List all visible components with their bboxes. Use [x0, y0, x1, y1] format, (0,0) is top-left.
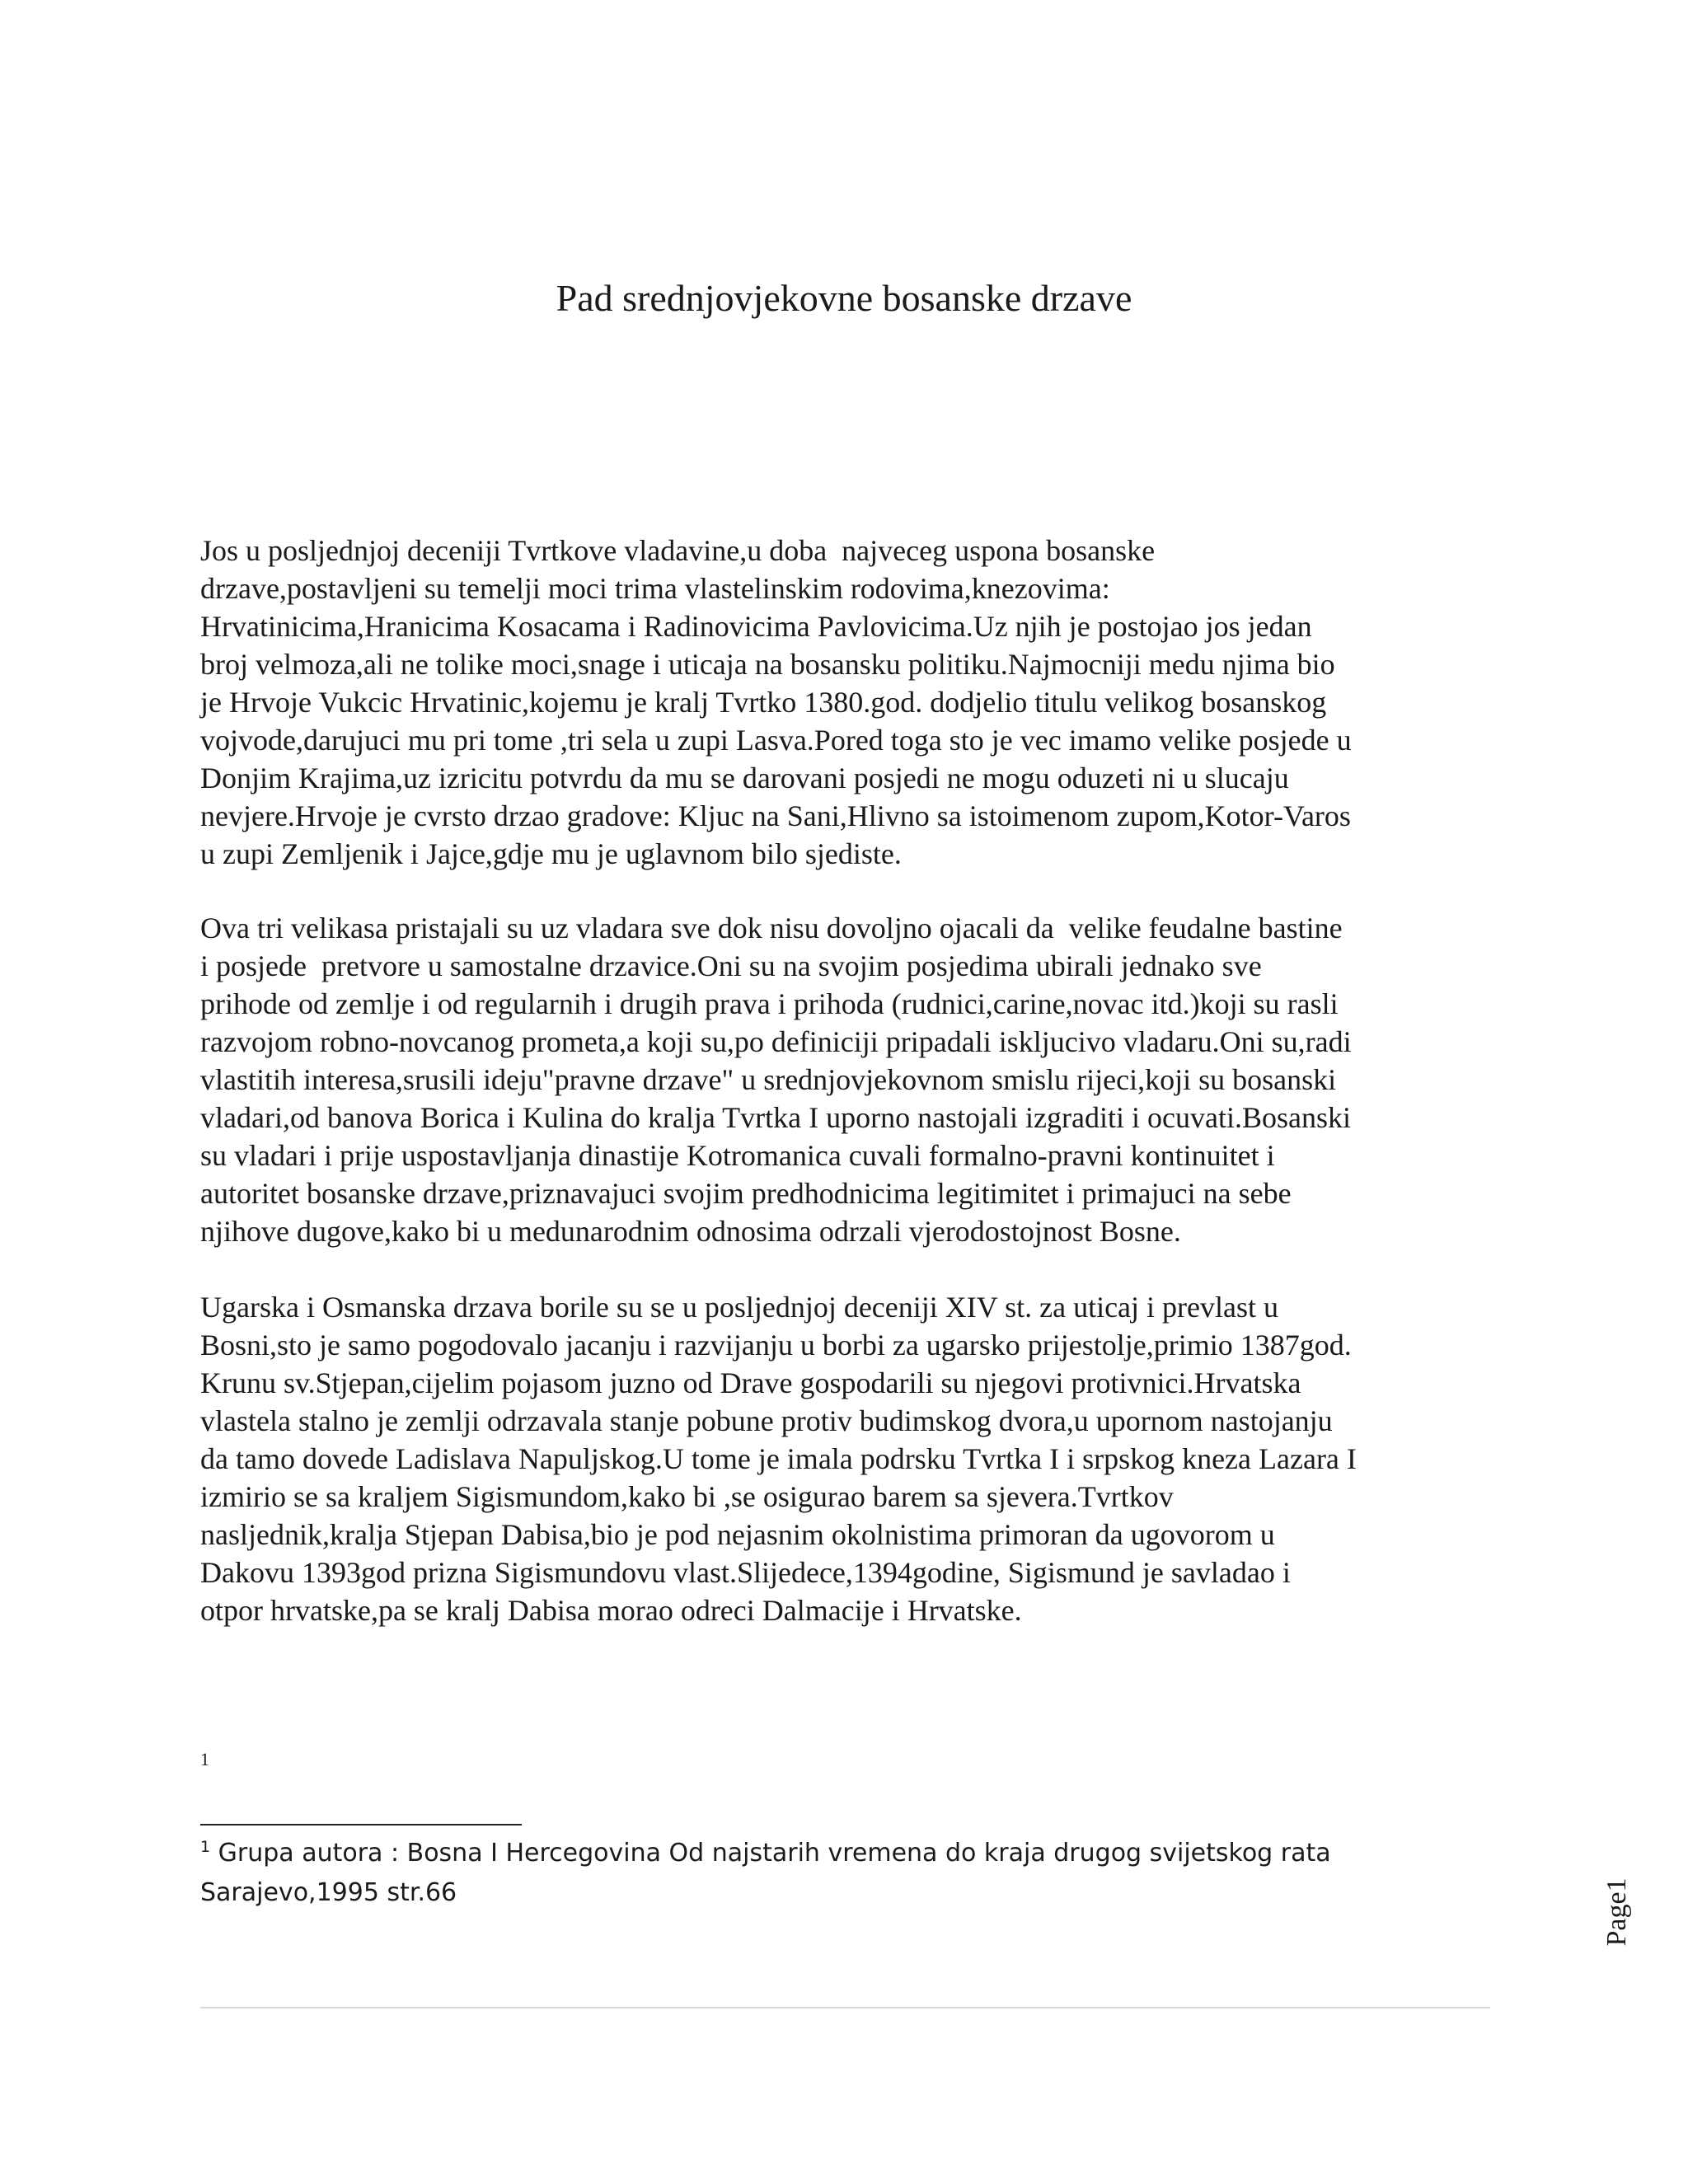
paragraph-line: Jos u posljednjoj deceniji Tvrtkove vladavine,u doba najveceg uspona bosanske [200, 534, 1156, 567]
paragraph-2 [200, 909, 1503, 1250]
footnote-line-1 [200, 1834, 1519, 1873]
paragraph-line: prihode od zemlje i od regularnih i drugih prava i prihoda (rudnici,carine,novac itd.)koji su rasli [200, 987, 1339, 1020]
paragraph-line: vlastitih interesa,srusili ideju"pravne drzave" u srednjovjekovnom smislu rijeci,koji su bosanski [200, 1063, 1337, 1096]
paragraph-line: otpor hrvatske,pa se kralj Dabisa morao odreci Dalmacije i Hrvatske. [200, 1594, 1022, 1627]
footnote-line-2: Sarajevo,1995 str.66 [200, 1878, 457, 1907]
paragraph-line: razvojom robno-novcanog prometa,a koji su,po definiciji pripadali iskljucivo vladaru.Oni su,radi [200, 1025, 1352, 1058]
page-number-label: Page1 [1601, 1877, 1632, 1947]
paragraph-line: vladari,od banova Borica i Kulina do kralja Tvrtka I uporno nastojali izgraditi i ocuvati.Bosanski [200, 1101, 1351, 1134]
paragraph-line: u zupi Zemljenik i Jajce,gdje mu je uglavnom bilo sjediste. [200, 837, 902, 870]
paragraph-line: vojvode,darujuci mu pri tome ,tri sela u zupi Lasva.Pored toga sto je vec imamo velike posjede u [200, 724, 1352, 757]
paragraph-line: broj velmoza,ali ne tolike moci,snage i uticaja na bosansku politiku.Najmocniji medu njima bio [200, 648, 1335, 681]
document-title: Pad srednjovjekovne bosanske drzave [556, 277, 1132, 319]
paragraph-line: Ova tri velikasa pristajali su uz vladara sve dok nisu dovoljno ojacali da velike feudalne bastine [200, 912, 1343, 944]
paragraph-line: nevjere.Hrvoje je cvrsto drzao gradove: Kljuc na Sani,Hlivno sa istoimenom zupom,Kotor-Varos [200, 799, 1351, 832]
paragraph-line: drzave,postavljeni su temelji moci trima vlastelinskim rodovima,knezovima: [200, 572, 1110, 605]
paragraph-line: Hrvatinicima,Hranicima Kosacama i Radinovicima Pavlovicima.Uz njih je postojao jos jedan [200, 610, 1312, 643]
page-bottom-border [200, 2007, 1490, 2008]
paragraph-1 [200, 532, 1503, 873]
paragraph-line: i posjede pretvore u samostalne drzavice.Oni su na svojim posjedima ubirali jednako sve [200, 949, 1262, 982]
footnote-number: 1 [200, 1838, 211, 1856]
footnote [200, 1834, 1519, 1913]
paragraph-line: Krunu sv.Stjepan,cijelim pojasom juzno od Drave gospodarili su njegovi protivnici.Hrvatska [200, 1366, 1301, 1399]
paragraph-line: Donjim Krajima,uz izricitu potvrdu da mu se darovani posjedi ne mogu oduzeti ni u slucaju [200, 762, 1289, 794]
footnote-separator [200, 1824, 522, 1825]
paragraph-line: njihove dugove,kako bi u medunarodnim odnosima odrzali vjerodostojnost Bosne. [200, 1215, 1181, 1248]
paragraph-3 [200, 1288, 1503, 1629]
paragraph-line: Bosni,sto je samo pogodovalo jacanju i razvijanju u borbi za ugarsko prijestolje,primio 1387god. [200, 1329, 1352, 1361]
paragraph-line: su vladari i prije uspostavljanja dinastije Kotromanica cuvali formalno-pravni kontinuitet i [200, 1139, 1275, 1172]
footnote-text-1: Grupa autora : Bosna I Hercegovina Od najstarih vremena do kraja drugog svijetskog rata [218, 1839, 1331, 1868]
paragraph-line: Ugarska i Osmanska drzava borile su se u posljednjoj deceniji XIV st. za uticaj i prevlast u [200, 1291, 1278, 1324]
paragraph-line: je Hrvoje Vukcic Hrvatinic,kojemu je kralj Tvrtko 1380.god. dodjelio titulu velikog bosanskog [200, 686, 1327, 719]
paragraph-line: Dakovu 1393god prizna Sigismundovu vlast.Slijedece,1394godine, Sigismund je savladao i [200, 1556, 1291, 1589]
paragraph-line: autoritet bosanske drzave,priznavajuci svojim predhodnicima legitimitet i primajuci na sebe [200, 1177, 1292, 1210]
paragraph-line: nasljednik,kralja Stjepan Dabisa,bio je pod nejasnim okolnistima primoran da ugovorom u [200, 1518, 1275, 1551]
footnote-marker: 1 [200, 1749, 209, 1769]
paragraph-line: izmirio se sa kraljem Sigismundom,kako bi ,se osigurao barem sa sjevera.Tvrtkov [200, 1480, 1174, 1513]
paragraph-line: vlastela stalno je zemlji odrzavala stanje pobune protiv budimskog dvora,u upornom nastojanju [200, 1404, 1333, 1437]
paragraph-line: da tamo dovede Ladislava Napuljskog.U tome je imala podrsku Tvrtka I i srpskog kneza Lazara I [200, 1442, 1357, 1475]
